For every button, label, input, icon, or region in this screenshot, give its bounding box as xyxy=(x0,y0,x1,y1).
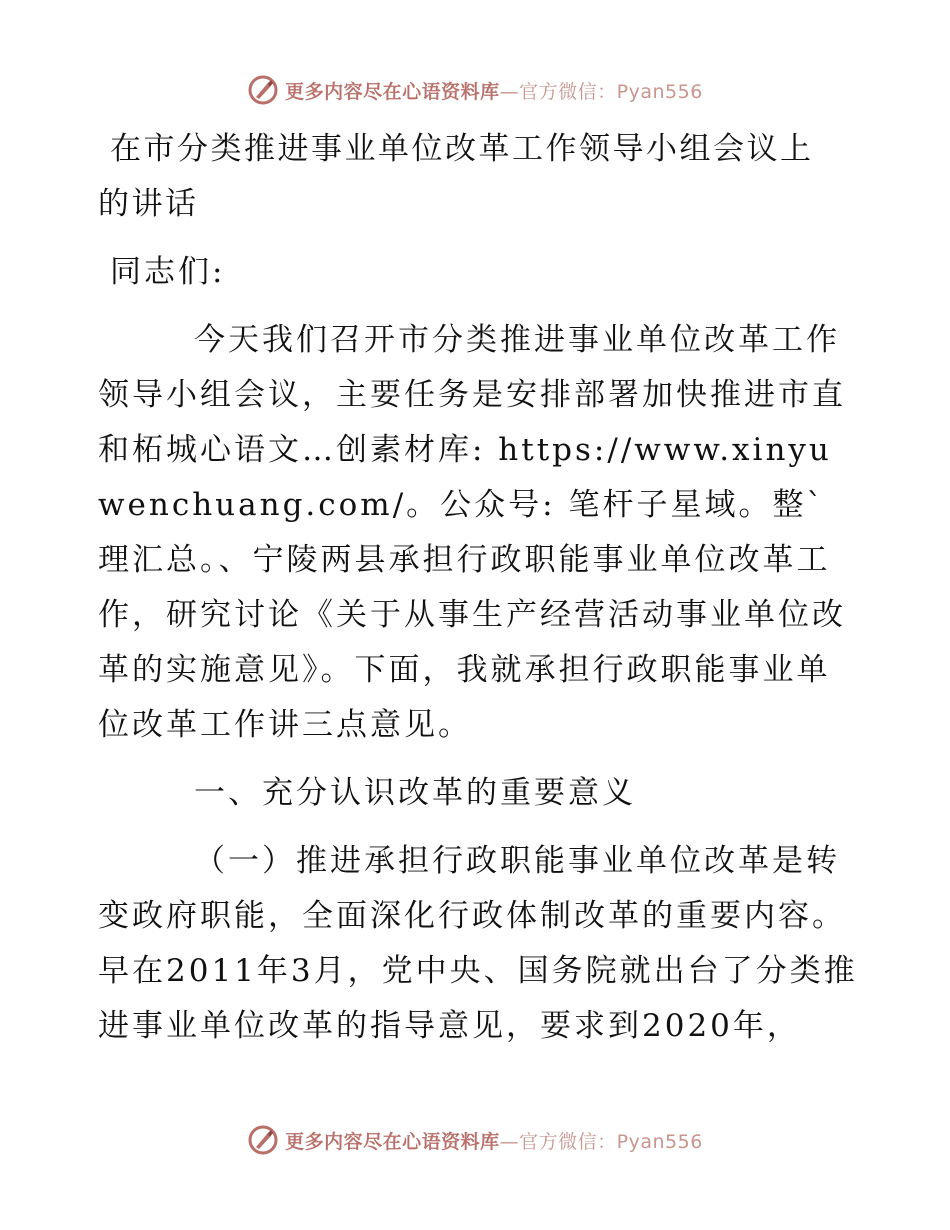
watermark-text xyxy=(285,1127,703,1154)
footer-watermark-banner xyxy=(0,1120,950,1160)
document-title xyxy=(98,122,858,232)
title-line-2: 的讲话 xyxy=(98,186,199,222)
title-line-1: 在市分类推进事业单位改革工作领导小组会议上 xyxy=(110,131,814,167)
pen-logo-icon xyxy=(247,74,279,106)
watermark-tail: —官方微信：Pyan556 xyxy=(499,80,703,103)
watermark-main: 更多内容尽在心语资料库 xyxy=(285,1130,500,1153)
watermark-main: 更多内容尽在心语资料库 xyxy=(285,80,500,103)
header-watermark-banner xyxy=(0,70,950,110)
watermark-tail: —官方微信：Pyan556 xyxy=(499,1130,703,1153)
document-body xyxy=(98,122,858,1067)
salutation: 同志们: xyxy=(110,254,226,290)
section-heading-1: 一、充分认识改革的重要意义 xyxy=(194,775,636,811)
pen-logo-icon xyxy=(247,1124,279,1156)
watermark-text xyxy=(285,77,703,104)
paragraph-point-1: （一）推进承担行政职能事业单位改革是转变政府职能，全面深化行政体制改革的重要内容。早在2011年3月，党中央、国务院就出台了分类推进事业单位改革的指导意见，要求到2020年， xyxy=(98,843,858,1044)
paragraph-intro: 今天我们召开市分类推进事业单位改革工作领导小组会议，主要任务是安排部署加快推进市直和柘城心语文…创素材库: https://www.xinyuwenchuang.com/。公众号: 笔杆子星域。整`理汇总。、宁陵两县承担行政职能事业单位改革工作，研究讨论《关于从事生产经营活动事业单位改革的实施意见》。下面，我就承担行政职能事业单位改革工作讲三点意见。 xyxy=(98,322,846,743)
